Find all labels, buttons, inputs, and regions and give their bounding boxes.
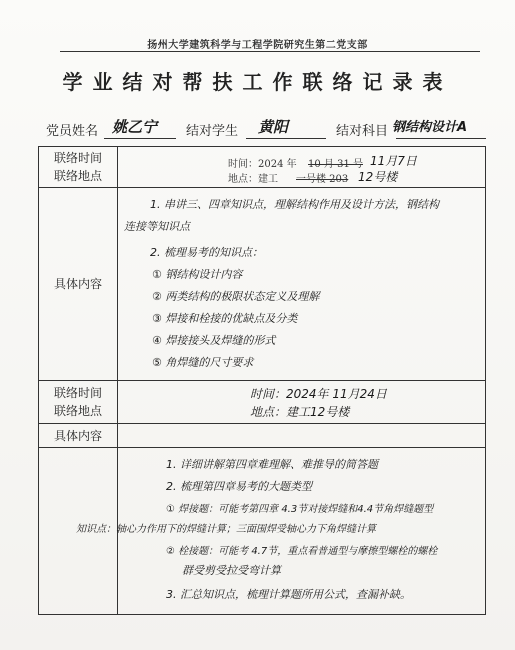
contact-row-1 <box>39 147 486 188</box>
pairing-info-row <box>46 118 485 142</box>
content-cell-2 <box>76 448 486 615</box>
content-line: 连接等知识点 <box>124 220 190 233</box>
record-table <box>38 146 486 615</box>
content-line: 2. 梳理易考的知识点： <box>150 246 263 259</box>
header-divider <box>60 51 480 52</box>
content-line: ① 焊接题：可能考第四章 4.3节对接焊缝和4.4节角焊缝题型 <box>166 504 434 515</box>
content-line: ⑤ 角焊缝的尺寸要求 <box>152 356 254 369</box>
content-line: 1. 详细讲解第四章难理解、难推导的简答题 <box>166 458 378 471</box>
place-handwritten: 12号楼 <box>358 170 398 184</box>
time-handwritten: 时间：2024年 11月24日 <box>250 387 387 401</box>
contact-place-label: 联络地点 <box>53 404 102 418</box>
content-line: 1. 串讲三、四章知识点，理解结构作用及设计方法，钢结构 <box>150 198 439 211</box>
contact-cell-1 <box>118 147 486 188</box>
content-cell-1 <box>118 188 486 381</box>
subject-label: 结对科目 <box>336 124 389 139</box>
contact-header-1 <box>39 147 118 188</box>
time-printed-label: 时间：2024 年 <box>228 159 297 170</box>
contact-cell-2 <box>118 381 486 424</box>
time-handwritten: 11月7日 <box>370 154 417 168</box>
content-spacer <box>118 424 486 448</box>
content-line: 群受剪受拉受弯计算 <box>182 564 281 577</box>
content-header-2: 具体内容 <box>39 424 118 448</box>
content-line: 3. 汇总知识点，梳理计算题所用公式，查漏补缺。 <box>166 588 411 601</box>
contact-time-label: 联络时间 <box>53 386 102 400</box>
student-value: 黄阳 <box>258 118 289 136</box>
content-row-1 <box>39 188 486 381</box>
member-name-value: 姚乙宁 <box>112 118 158 136</box>
organization-header: 扬州大学建筑科学与工程学院研究生第二党支部 <box>147 40 368 51</box>
content-line: ③ 焊接和栓接的优缺点及分类 <box>152 312 298 325</box>
member-name-label: 党员姓名 <box>46 124 99 139</box>
subject-value: 钢结构设计A <box>392 120 468 135</box>
content-header-1: 具体内容 <box>39 188 118 381</box>
content-line: 知识点：轴心力作用下的焊缝计算；三面围焊受轴心力下角焊缝计算 <box>76 524 376 535</box>
place-handwritten: 地点：建工12号楼 <box>250 405 350 419</box>
subject-underline <box>396 138 486 139</box>
content-line: 2. 梳理第四章易考的大题类型 <box>166 480 312 493</box>
form-title: 学业结对帮扶工作联络记录表 <box>62 70 453 94</box>
member-name-underline <box>104 138 176 139</box>
content-line: ② 栓接题：可能考 4.7节，重点看普通型与摩擦型螺栓的螺栓 <box>166 546 438 557</box>
contact-time-label: 联络时间 <box>53 151 102 165</box>
content-line: ④ 焊接接头及焊缝的形式 <box>152 334 276 347</box>
content-line: ① 钢结构设计内容 <box>152 268 243 281</box>
contact-place-label: 联络地点 <box>53 169 102 183</box>
content-row-2-header <box>39 424 486 448</box>
place-printed-label: 地点：建工 <box>228 174 278 185</box>
content-row-2 <box>39 448 486 615</box>
student-underline <box>246 138 326 139</box>
student-label: 结对学生 <box>186 124 239 139</box>
place-struck-text: 一号楼 203 <box>296 174 349 185</box>
contact-header-2 <box>39 381 118 424</box>
time-struck-text: 10 月 31 号 <box>308 159 363 170</box>
content-line: ② 两类结构的极限状态定义及理解 <box>152 290 320 303</box>
contact-row-2 <box>39 381 486 424</box>
